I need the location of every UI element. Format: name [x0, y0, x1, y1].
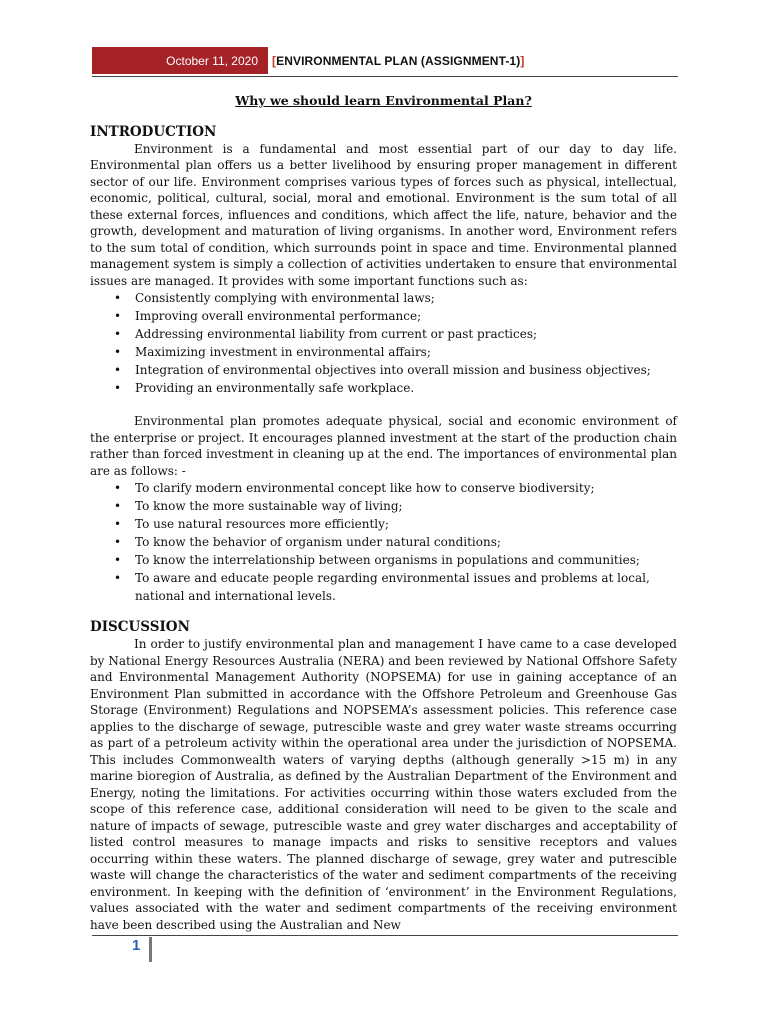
discussion-paragraph: In order to justify environmental plan and management I have came to a case developed by National Energy Resources Australia (NERA) and been reviewed by National Offshore Safety and Environmental Management Authority (NOPSEMA) for use in gaining acceptance of an Environment Plan submitted in accordance with the Offshore Petroleum and Greenhouse Gas Storage (Environment) Regulations and NOPSEMA’s assessment policies. This reference case applies to the discharge of sewage, putrescible waste and grey water waste streams occurring as part of a petroleum activity within the operational area under the jurisdiction of NOPSEMA. This includes Commonwealth waters of varying depths (although generally >15 m) in any marine bioregion of Australia, as defined by the Australian Department of the Environment and Energy, noting the limitations. For activities occurring within those waters excluded from the scope of this reference case, additional consideration will need to be given to the scale and nature of impacts of sewage, putrescible waste and grey water discharges and acceptability of listed control measures to manage impacts and risks to sensitive receptors and values occurring within these waters. The planned discharge of sewage, grey water and putrescible waste will change the characteristics of the water and sediment compartments of the receiving environment. In keeping with the definition of ‘environment’ in the Environment Regulations, values associated with the water and sediment compartments of the receiving environment have been described using the Australian and New: [90, 637, 677, 932]
list-item: • Addressing environmental liability from current or past practices;: [114, 325, 677, 343]
header-title: [272, 47, 524, 74]
list-item: • To clarify modern environmental concept like how to conserve biodiversity;: [114, 479, 677, 497]
document-body: [90, 93, 677, 933]
list-item: • Consistently complying with environmental laws;: [114, 289, 677, 307]
header-title-text: ENVIRONMENTAL PLAN (ASSIGNMENT-1): [276, 53, 521, 68]
list-item: • To know the behavior of organism under natural conditions;: [114, 533, 677, 551]
list-item: • To know the more sustainable way of living;: [114, 497, 677, 515]
list-item: • Providing an environmentally safe workplace.: [114, 379, 677, 397]
page-number-divider: [149, 937, 152, 962]
list-item: • Improving overall environmental performance;: [114, 307, 677, 325]
list-item: • Maximizing investment in environmental affairs;: [114, 343, 677, 361]
header-bracket-open: [: [272, 53, 277, 68]
footer-rule: [92, 935, 678, 936]
importances-list: [114, 479, 677, 605]
document-title: Why we should learn Environmental Plan?: [235, 93, 532, 108]
introduction-paragraph: Environment is a fundamental and most essential part of our day to day life. Environmental plan offers us a better livelihood by ensuring proper management in different sector of our life. Environment comprises various types of forces such as physical, intellectual, economic, political, cultural, social, moral and emotional. Environment is the sum total of all these external forces, influences and conditions, which affect the life, nature, behavior and the growth, development and maturation of living organisms. In another word, Environment refers to the sum total of condition, which surrounds point in space and time. Environmental planned management system is simply a collection of activities undertaken to ensure that environmental issues are managed. It provides with some important functions such as:: [90, 141, 677, 288]
discussion-heading: DISCUSSION: [90, 619, 190, 635]
introduction-paragraph-2: Environmental plan promotes adequate physical, social and economic environment of the enterprise or project. It encourages planned investment at the start of the production chain rather than forced investment in cleaning up at the end. The importances of environmental plan are as follows: -: [90, 414, 677, 478]
header-bracket-close: ]: [520, 53, 525, 68]
list-item: • To aware and educate people regarding environmental issues and problems at local, national and international levels.: [114, 569, 677, 605]
header-date: October 11, 2020: [166, 53, 258, 68]
list-item: • Integration of environmental objectives into overall mission and business objectives;: [114, 361, 677, 379]
list-item: • To know the interrelationship between organisms in populations and communities;: [114, 551, 677, 569]
spacer: [90, 397, 677, 413]
list-item: • To use natural resources more efficiently;: [114, 515, 677, 533]
functions-list: [114, 289, 677, 397]
page-number: 1: [132, 937, 141, 954]
spacer: [90, 605, 677, 619]
header-rule: [92, 76, 678, 77]
introduction-heading: INTRODUCTION: [90, 123, 217, 140]
